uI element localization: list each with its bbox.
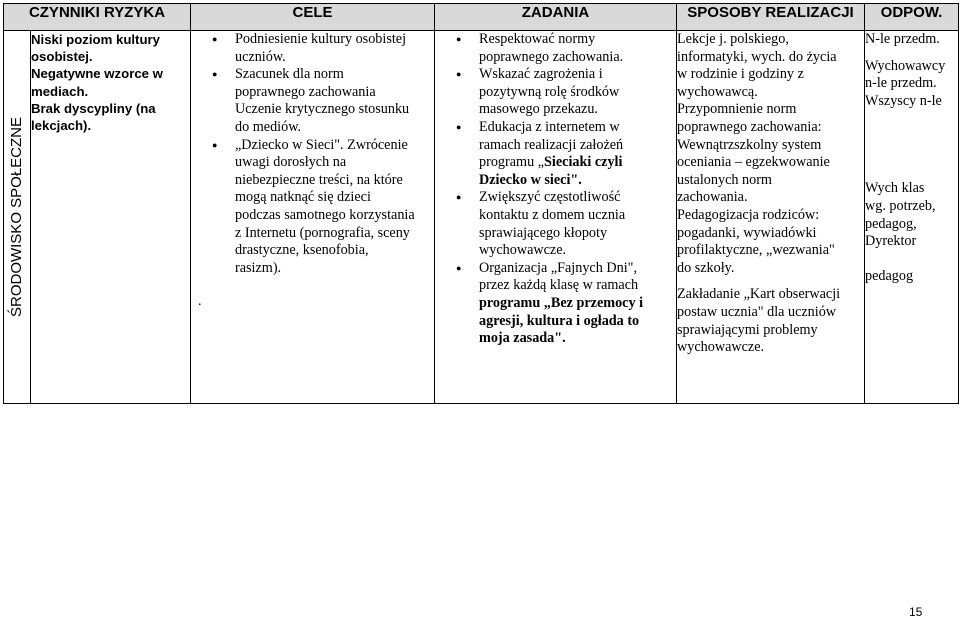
- method-line: Pedagogizacja rodziców:: [677, 206, 820, 223]
- header-risk-factors: CZYNNIKI RYZYKA: [4, 4, 191, 31]
- responsible-line: pedagog: [865, 267, 914, 284]
- method-line: profilaktyczne, „wezwania": [677, 242, 835, 259]
- method-line: do szkoły.: [677, 259, 735, 276]
- task-line: pozytywną rolę środków: [479, 83, 620, 100]
- method-line: w rodzinie i godziny z: [677, 66, 804, 83]
- goals-list: [191, 31, 434, 277]
- task-line: poprawnego zachowania.: [479, 48, 624, 65]
- program-name-cont: Dziecko w sieci".: [479, 171, 582, 188]
- category-cell: [4, 31, 31, 404]
- task-line: ● Zwiększyć częstotliwość: [479, 189, 621, 206]
- header-methods: SPOSOBY REALIZACJI: [677, 4, 865, 31]
- method-line: Lekcje j. polskiego,: [677, 31, 789, 47]
- goal-line: niebezpieczne treści, na które: [235, 171, 403, 188]
- list-item: [191, 137, 434, 278]
- goal-line: drastyczne, ksenofobia,: [235, 242, 369, 259]
- risk-factors-cell: [31, 31, 191, 404]
- method-line: ustalonych norm: [677, 171, 772, 188]
- task-line: ● Edukacja z internetem w: [479, 118, 620, 135]
- tasks-list: [435, 31, 676, 348]
- task-line: ● Respektować normy: [479, 31, 596, 47]
- header-responsible: ODPOW.: [865, 4, 959, 31]
- goal-line: do mediów.: [235, 118, 302, 135]
- task-line: masowego przekazu.: [479, 101, 598, 118]
- task-line: agresji, kultura i ogłada to: [479, 312, 640, 329]
- responsible-line: Wszyscy n-le: [865, 92, 942, 109]
- stray-dot: .: [198, 294, 202, 309]
- list-item: [435, 119, 676, 189]
- task-line: wychowawcze.: [479, 242, 567, 259]
- method-line: poprawnego zachowania:: [677, 118, 822, 135]
- header-goals: CELE: [191, 4, 435, 31]
- method-line: Przypomnienie norm: [677, 101, 797, 118]
- method-line: Wewnątrzszkolny system: [677, 136, 822, 153]
- risk-line: Negatywne wzorce w: [31, 66, 163, 82]
- task-line: kontaktu z domem ucznia: [479, 206, 626, 223]
- risk-line: lekcjach).: [31, 118, 92, 134]
- responsible-line: pedagog,: [865, 215, 917, 232]
- table-row: [4, 31, 959, 404]
- method-line: postaw ucznia" dla uczniów: [677, 303, 837, 320]
- task-line: moja zasada".: [479, 330, 566, 347]
- method-line: pogadanki, wywiadówki: [677, 224, 817, 241]
- risk-line: osobistej.: [31, 49, 93, 65]
- responsible-line: Dyrektor: [865, 233, 917, 250]
- method-line: informatyki, wych. do życia: [677, 48, 837, 65]
- method-line: zachowania.: [677, 189, 748, 206]
- method-line: oceniania – egzekwowanie: [677, 154, 830, 171]
- goal-line: podczas samotnego korzystania: [235, 206, 415, 223]
- task-line: ramach realizacji założeń: [479, 136, 624, 153]
- risk-line: Niski poziom kultury: [31, 32, 160, 47]
- goal-line: uczniów.: [235, 48, 286, 65]
- task-line: [479, 154, 676, 172]
- prevention-plan-table: [3, 3, 959, 404]
- list-item: [435, 189, 676, 259]
- list-item: [191, 31, 434, 66]
- method-line: Zakładanie „Kart obserwacji: [677, 286, 841, 303]
- list-item: [191, 66, 434, 136]
- list-item: [435, 31, 676, 66]
- program-prefix: programu „: [479, 154, 545, 171]
- header-tasks: ZADANIA: [435, 4, 677, 31]
- goal-line: Uczenie krytycznego stosunku: [235, 101, 410, 118]
- goal-line: uwagi dorosłych na: [235, 154, 347, 171]
- risk-line: Brak dyscypliny (na: [31, 100, 156, 116]
- goal-line: mogą natknąć się dzieci: [235, 189, 371, 206]
- goal-line: rasizm).: [235, 259, 282, 276]
- program-name: Sieciaki czyli: [544, 154, 623, 171]
- responsible-line: Wychowawcy: [865, 57, 946, 74]
- goal-line: poprawnego zachowania: [235, 83, 376, 100]
- methods-cell: [677, 31, 865, 404]
- task-line: ● Wskazać zagrożenia i: [479, 66, 603, 83]
- responsible-line: N-le przedm.: [865, 31, 940, 47]
- category-label: ŚRODOWISKO SPOŁECZNE: [8, 116, 26, 318]
- goal-line: ● „Dziecko w Sieci". Zwrócenie: [235, 136, 408, 153]
- list-item: [435, 66, 676, 119]
- list-item: [435, 260, 676, 348]
- responsible-line: Wych klas: [865, 180, 925, 197]
- goal-line: ● Szacunek dla norm: [235, 66, 344, 83]
- responsible-line: n-le przedm.: [865, 75, 937, 92]
- responsible-line: wg. potrzeb,: [865, 197, 936, 214]
- method-line: wychowawcze.: [677, 339, 765, 356]
- task-line: ● Organizacja „Fajnych Dni",: [479, 259, 637, 276]
- task-line: programu „Bez przemocy i: [479, 294, 644, 311]
- goal-line: ● Podniesienie kultury osobistej: [235, 31, 407, 47]
- task-line: przez każdą klasę w ramach: [479, 277, 639, 294]
- risk-line: mediach.: [31, 83, 89, 99]
- goal-line: z Internetu (pornografia, sceny: [235, 224, 410, 241]
- responsible-cell: [865, 31, 959, 404]
- method-line: sprawiającymi problemy: [677, 321, 818, 338]
- table-header-row: [4, 4, 959, 31]
- page-number: 15: [909, 605, 923, 619]
- goals-cell: [191, 31, 435, 404]
- tasks-cell: [435, 31, 677, 404]
- method-line: wychowawcą.: [677, 83, 758, 100]
- task-line: sprawiającego kłopoty: [479, 224, 608, 241]
